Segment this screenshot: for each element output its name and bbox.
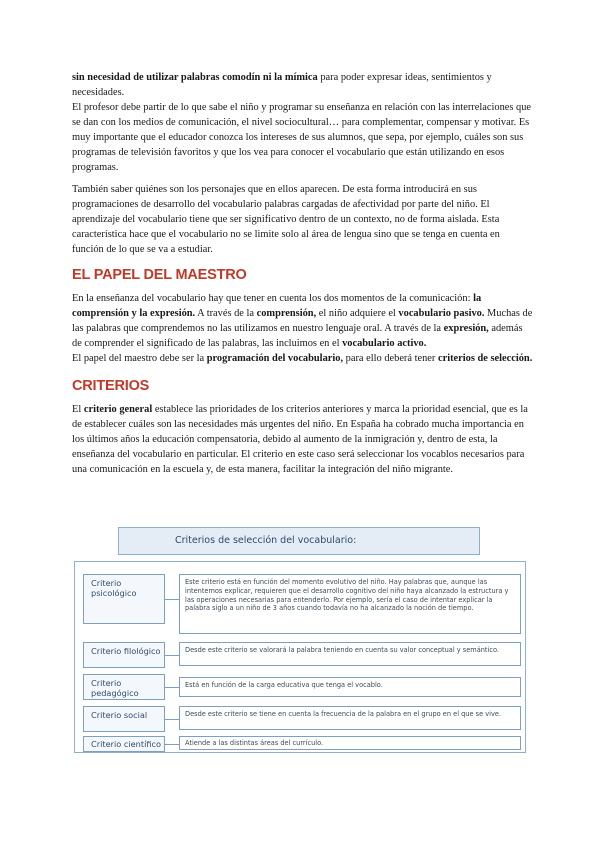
intro-bold-phrase: sin necesidad de utilizar palabras comodín ni la mímica [72,72,318,83]
figure-frame [74,561,526,753]
connector-line [165,744,179,745]
connector-line [165,655,179,656]
criteria-figure [74,527,526,753]
figure-title: Criterios de selección del vocabulario: [118,527,480,555]
criteria-desc-psicologico: Este criterio está en función del momento evolutivo del niño. Hay palabras que, aunque las intentemos explicar, requieren que el desarrollo cognitivo del niño haya alcanzado la estructura y las operaciones necesarias para entenderlo. Por ejemplo, sería el caso de intentar explicar la palabra siglo a un niño de 3 años cuando todavía no ha alcanzado la noción de tiempo. [179,574,521,634]
connector-line [165,719,179,720]
criteria-desc-social: Desde este criterio se tiene en cuenta la frecuencia de la palabra en el grupo en el que se vive. [179,706,521,730]
maestro-paragraph-1: En la enseñanza del vocabulario hay que tener en cuenta los dos momentos de la comunicación: la comprensión y la expresión. A través de la comprensión, el niño adquiere el vocabulario pasivo. Muchas de las palabras que comprendemos no las utilizamos en nuestro lenguaje oral. A través de la expresión, además de comprender el significado de las palabras, las incluimos en el vocabulario activo. [72,293,533,349]
intro-paragraph-3: También saber quiénes son los personajes que en ellos aparecen. De esta forma introducirá en sus programaciones de desarrollo del vocabulario palabras cargadas de afectividad por parte del niño. El aprendizaje del vocabulario tiene que ser significativo dentro de un contexto, no de forma aislada. Esta característica hace que el vocabulario no se limite solo al área de lengua sino que se tenga en cuenta en función de lo que se va a estudiar. [72,184,500,255]
criteria-label-social: Criterio social [83,706,165,732]
criteria-label-cientifico: Criterio científico [83,736,165,752]
heading-criterios: CRITERIOS [72,378,150,394]
document-body [72,70,534,477]
criteria-label-pedagogico: Criterio pedagógico [83,674,165,700]
heading-papel-maestro: EL PAPEL DEL MAESTRO [72,267,247,283]
criteria-desc-pedagogico: Está en función de la carga educativa que tenga el vocablo. [179,677,521,697]
connector-line [165,687,179,688]
criteria-desc-filologico: Desde este criterio se valorará la palabra teniendo en cuenta su valor conceptual y semántico. [179,642,521,666]
connector-line [165,599,179,600]
criteria-desc-cientifico: Atiende a las distintas áreas del currículo. [179,736,521,750]
intro-paragraph-1: sin necesidad de utilizar palabras comodín ni la mímica para poder expresar ideas, sentimientos y necesidades. [72,72,492,98]
criterios-paragraph: El criterio general establece las prioridades de los criterios anteriores y marca la prioridad esencial, que es la de establecer cuáles son las necesidades más urgentes del niño. En España ha cobrado mucha importancia en los últimos años la educación compensatoria, debido al aumento de la inmigración y, dentro de esta, la enseñanza del vocabulario en particular. El criterio en este caso será seleccionar los vocablos necesarios para una comunicación en la escuela y, de esta manera, facilitar la integración del niño migrante. [72,404,528,475]
intro-paragraph-2: El profesor debe partir de lo que sabe el niño y programar su enseñanza en relación con las interrelaciones que se dan con los medios de comunicación, el nivel sociocultural… para complementar, compensar y motivar. Es muy importante que el educador conozca los intereses de sus alumnos, que sepa, por ejemplo, cuáles son sus programas de televisión favoritos y que los vea para conocer el vocabulario que están utilizando en esos programas. [72,102,532,173]
maestro-paragraph-2: El papel del maestro debe ser la programación del vocabulario, para ello deberá tener criterios de selección. [72,353,533,364]
criteria-label-psicologico: Criterio psicológico [83,574,165,624]
criteria-label-filologico: Criterio filológico [83,642,165,668]
criteria-row [83,736,519,750]
